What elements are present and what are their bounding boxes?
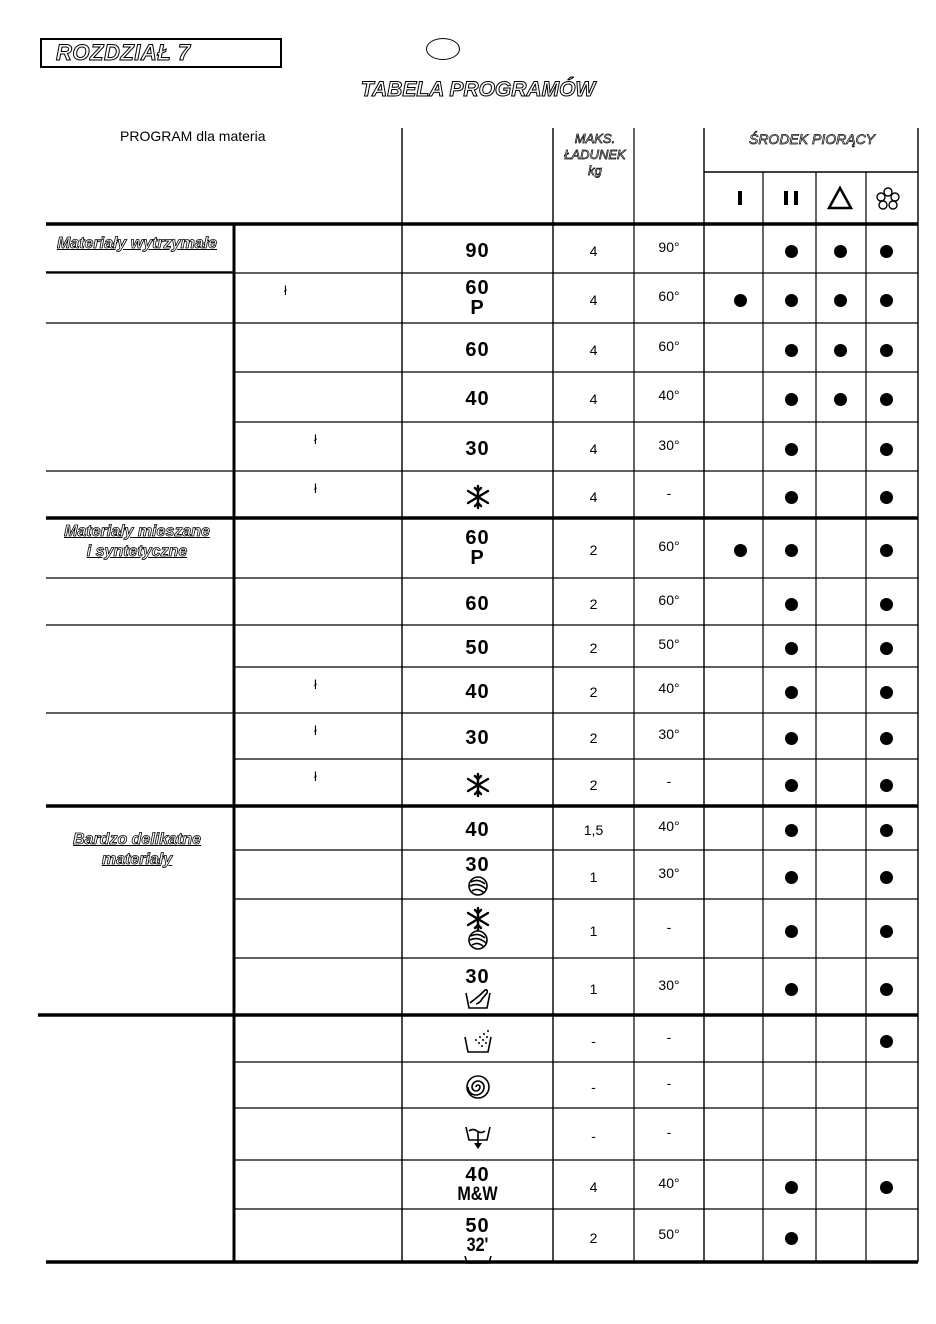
program-sublabel: M&W	[457, 1183, 498, 1205]
detergent-dot	[880, 642, 893, 655]
max-load-value: 2	[589, 542, 598, 558]
program-label: 30	[465, 965, 490, 988]
detergent-dot	[834, 245, 847, 258]
detergent-dot	[834, 344, 847, 357]
max-load-value: 1	[589, 922, 598, 939]
header-max-load-line-1: MAKS.	[574, 131, 616, 146]
max-load-value: 1,5	[583, 822, 604, 838]
temperature-value: 30°	[658, 436, 680, 453]
category-mixed-synthetic	[46, 522, 228, 562]
program-mark: ł	[314, 432, 317, 447]
drain-icon	[460, 1122, 496, 1150]
detergent-dot	[785, 393, 798, 406]
program-mark: ł	[284, 283, 287, 298]
tub-icon	[463, 1256, 493, 1264]
softener-flower-icon	[877, 188, 899, 209]
program-label: 50	[465, 637, 490, 659]
program-label: 50	[465, 1214, 490, 1237]
header-detergent: ŚRODEK PIORĄCY	[748, 131, 876, 147]
detergent-dot	[785, 779, 798, 792]
temperature-value: 60°	[658, 337, 680, 354]
chapter-title: ROZDZIAŁ 7	[56, 40, 191, 65]
detergent-dot	[785, 824, 798, 837]
max-load-value: -	[591, 1128, 596, 1144]
category-strong-fabrics	[46, 234, 228, 254]
spin-icon	[460, 1073, 496, 1101]
detergent-dot	[880, 732, 893, 745]
category-delicate	[46, 830, 228, 870]
max-load-value: 1	[589, 980, 598, 997]
max-load-value: 4	[589, 341, 598, 358]
max-load-value: 2	[589, 776, 598, 793]
max-load-value: 2	[589, 684, 598, 700]
max-load-value: 4	[589, 292, 598, 308]
snowflake-icon	[460, 771, 496, 799]
category-label-line: i syntetyczne	[86, 543, 188, 560]
detergent-dot	[734, 544, 747, 557]
detergent-dot	[880, 491, 893, 504]
detergent-dot	[880, 779, 893, 792]
detergent-dot	[785, 598, 798, 611]
rinse-icon	[460, 1027, 496, 1055]
detergent-dot	[880, 245, 893, 258]
program-label: 30	[465, 437, 490, 460]
program-label: 40	[465, 1163, 490, 1186]
program-sublabel: P	[470, 547, 485, 569]
temperature-value: 40°	[658, 387, 680, 403]
detergent-dot	[880, 344, 893, 357]
program-sublabel: 32'	[466, 1234, 489, 1256]
max-load-value: -	[591, 1032, 596, 1049]
page-title: TABELA PROGRAMÓW	[360, 78, 596, 101]
temperature-value: 50°	[658, 636, 680, 652]
handwash-icon	[460, 983, 496, 1011]
program-mark: ł	[314, 769, 317, 784]
category-label-line: Materiały mieszane	[64, 523, 210, 540]
max-load-value: 4	[589, 440, 598, 457]
program-label: 40	[465, 388, 490, 410]
max-load-value: 2	[589, 595, 598, 612]
category-label-line: materiały	[101, 851, 173, 868]
header-max-load-line-2: ŁADUNEK	[564, 147, 626, 162]
max-load-value: 2	[589, 730, 598, 746]
temperature-value: -	[666, 772, 672, 789]
category-label-line: Bardzo delikatne	[72, 831, 202, 848]
temperature-value: 50°	[658, 1225, 680, 1242]
detergent-dot	[785, 983, 798, 996]
header-program: PROGRAM dla materia	[120, 128, 266, 144]
detergent-dot	[880, 1035, 893, 1048]
header-max-load-line-3: kg	[588, 163, 602, 178]
wash-II-icon	[784, 191, 798, 205]
detergent-dot	[785, 245, 798, 258]
detergent-dot	[880, 544, 893, 557]
temperature-value: 60°	[658, 538, 680, 554]
temperature-value: 60°	[658, 288, 680, 304]
max-load-value: -	[591, 1079, 596, 1095]
wool-icon	[460, 925, 496, 953]
program-label: 30	[465, 853, 490, 876]
temperature-value: 30°	[658, 726, 680, 742]
temperature-value: 40°	[658, 818, 680, 834]
wool-icon	[460, 871, 496, 899]
program-label: 60	[465, 527, 490, 549]
detergent-dot	[834, 393, 847, 406]
snowflake-icon	[460, 483, 496, 511]
program-label: 60	[465, 338, 490, 361]
temperature-value: 60°	[658, 591, 680, 608]
detergent-dot	[880, 443, 893, 456]
detergent-dot	[785, 344, 798, 357]
detergent-dot	[880, 925, 893, 938]
temperature-value: 90°	[658, 238, 680, 255]
detergent-dot	[880, 824, 893, 837]
detergent-dot	[880, 686, 893, 699]
program-label: 60	[465, 592, 490, 615]
detergent-dot	[880, 294, 893, 307]
program-label: 60	[465, 277, 490, 299]
detergent-dot	[785, 1181, 798, 1194]
temperature-value: -	[666, 484, 672, 501]
max-load-value: 4	[589, 488, 598, 505]
program-mark: ł	[314, 723, 317, 738]
max-load-value: 2	[589, 640, 598, 656]
detergent-dot	[880, 983, 893, 996]
program-sublabel: P	[470, 297, 485, 319]
detergent-dot	[880, 871, 893, 884]
temperature-value: -	[666, 918, 672, 935]
temperature-value: 40°	[658, 1174, 680, 1191]
detergent-dot	[834, 294, 847, 307]
bleach-triangle-icon	[829, 188, 851, 208]
program-label: 90	[465, 239, 490, 262]
detergent-dot	[785, 925, 798, 938]
detergent-dot	[785, 686, 798, 699]
max-load-value: 4	[589, 391, 598, 407]
detergent-dot	[785, 1232, 798, 1245]
detergent-dot	[785, 642, 798, 655]
max-load-value: 2	[589, 1229, 598, 1246]
category-label-line: Materiały wytrzymałe	[56, 235, 218, 252]
detergent-dot	[880, 1181, 893, 1194]
temperature-value: -	[666, 1075, 672, 1091]
max-load-value: 4	[589, 1178, 598, 1195]
detergent-dot	[785, 491, 798, 504]
detergent-dot	[880, 393, 893, 406]
max-load-value: 4	[589, 242, 598, 259]
temperature-value: -	[666, 1028, 672, 1045]
program-mark: ł	[314, 677, 317, 692]
detergent-dot	[734, 294, 747, 307]
temperature-value: 30°	[658, 976, 680, 993]
prewash-I-icon	[738, 191, 742, 205]
detergent-dot	[785, 443, 798, 456]
detergent-dot	[785, 544, 798, 557]
temperature-value: -	[666, 1124, 672, 1140]
program-mark: ł	[314, 481, 317, 496]
detergent-dot	[785, 871, 798, 884]
temperature-value: 30°	[658, 864, 680, 881]
program-label: 30	[465, 727, 490, 749]
detergent-dot	[785, 294, 798, 307]
temperature-value: 40°	[658, 680, 680, 696]
max-load-value: 1	[589, 868, 598, 885]
detergent-dot	[880, 598, 893, 611]
program-label: 40	[465, 819, 490, 841]
detergent-dot	[785, 732, 798, 745]
program-label: 40	[465, 681, 490, 703]
